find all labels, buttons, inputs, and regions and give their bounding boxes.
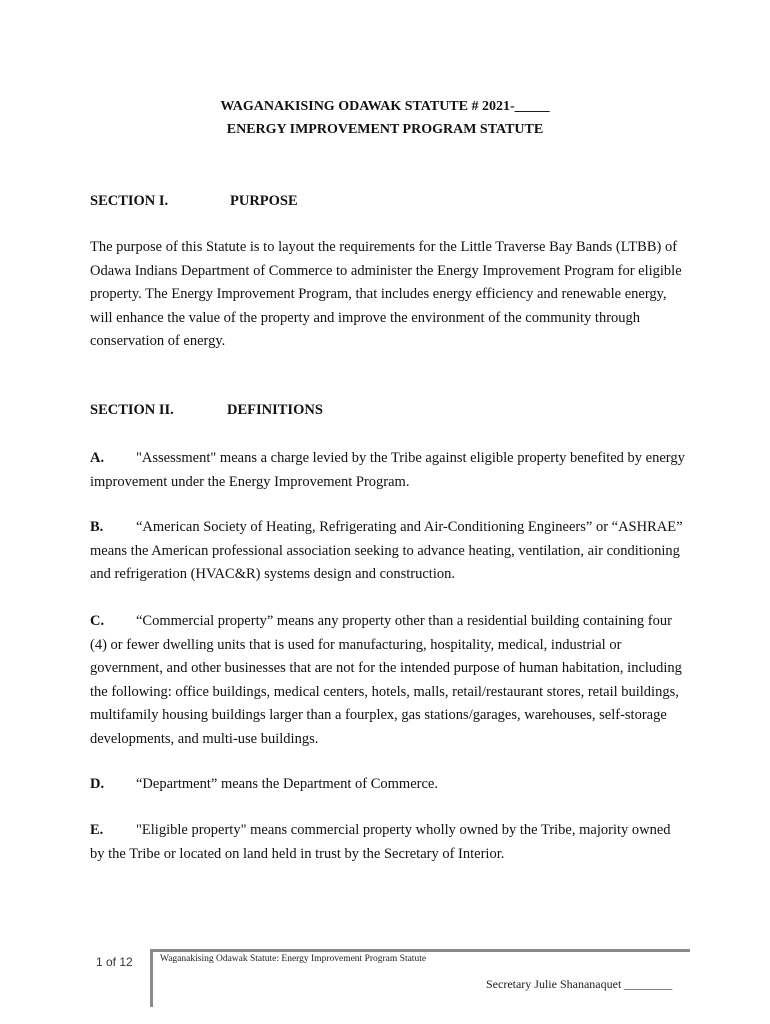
footer-rule-vertical [150, 949, 153, 1007]
definition-text: “Department” means the Department of Commerce. [136, 776, 438, 792]
definition-text: “American Society of Heating, Refrigerating and Air-Conditioning Engineers” or “ASHRAE” means the American professional association seeking to advance heating, ventilation, air conditioning and refrigeration (HVAC&R) systems design and construction. [90, 519, 683, 582]
section2-number: SECTION II. [90, 402, 174, 418]
definition-letter: E. [90, 822, 104, 838]
definition-text: "Eligible property" means commercial property wholly owned by the Tribe, majority owned by the Tribe or located on land held in trust by the Secretary of Interior. [90, 822, 671, 862]
secretary-signature-line: Secretary Julie Shananaquet ________ [486, 977, 673, 991]
definition-letter: C. [90, 613, 105, 629]
document-title-line1: WAGANAKISING ODAWAK STATUTE # 2021-_____ [220, 99, 550, 114]
section1-number: SECTION I. [90, 193, 169, 209]
definition-letter: A. [90, 450, 105, 466]
definition-b [90, 516, 686, 587]
definition-d [90, 773, 686, 797]
section2-heading: DEFINITIONS [227, 402, 323, 418]
page-number: 1 of 12 [96, 955, 133, 969]
definition-text: "Assessment" means a charge levied by the Tribe against eligible property benefited by energy improvement under the Energy Improvement Program. [90, 450, 685, 490]
definition-a [90, 447, 686, 494]
definition-e [90, 819, 686, 866]
definition-letter: B. [90, 519, 104, 535]
section1-heading: PURPOSE [230, 193, 298, 209]
definition-c [90, 610, 686, 751]
document-title-line2: ENERGY IMPROVEMENT PROGRAM STATUTE [226, 122, 544, 137]
definition-letter: D. [90, 776, 105, 792]
footer-running-title: Waganakising Odawak Statute: Energy Improvement Program Statute [160, 954, 427, 964]
definition-text: “Commercial property” means any property other than a residential building containing four (4) or fewer dwelling units that is used for manufacturing, hospitality, medical, industrial or government, and other businesses that are not for the intended purpose of human habitation, including the following: office buildings, medical centers, hotels, malls, retail/restaurant stores, retail buildings, multifamily housing buildings larger than a fourplex, gas stations/garages, warehouses, self-storage developments, and multi-use buildings. [90, 613, 682, 747]
section1-body: The purpose of this Statute is to layout the requirements for the Little Traverse Bay Bands (LTBB) of Odawa Indians Department of Commerce to administer the Energy Improvement Program for eligible property. The Energy Improvement Program, that includes energy efficiency and renewable energy, will enhance the value of the property and improve the environment of the community through conservation of energy. [90, 239, 682, 349]
footer-rule [150, 949, 690, 952]
